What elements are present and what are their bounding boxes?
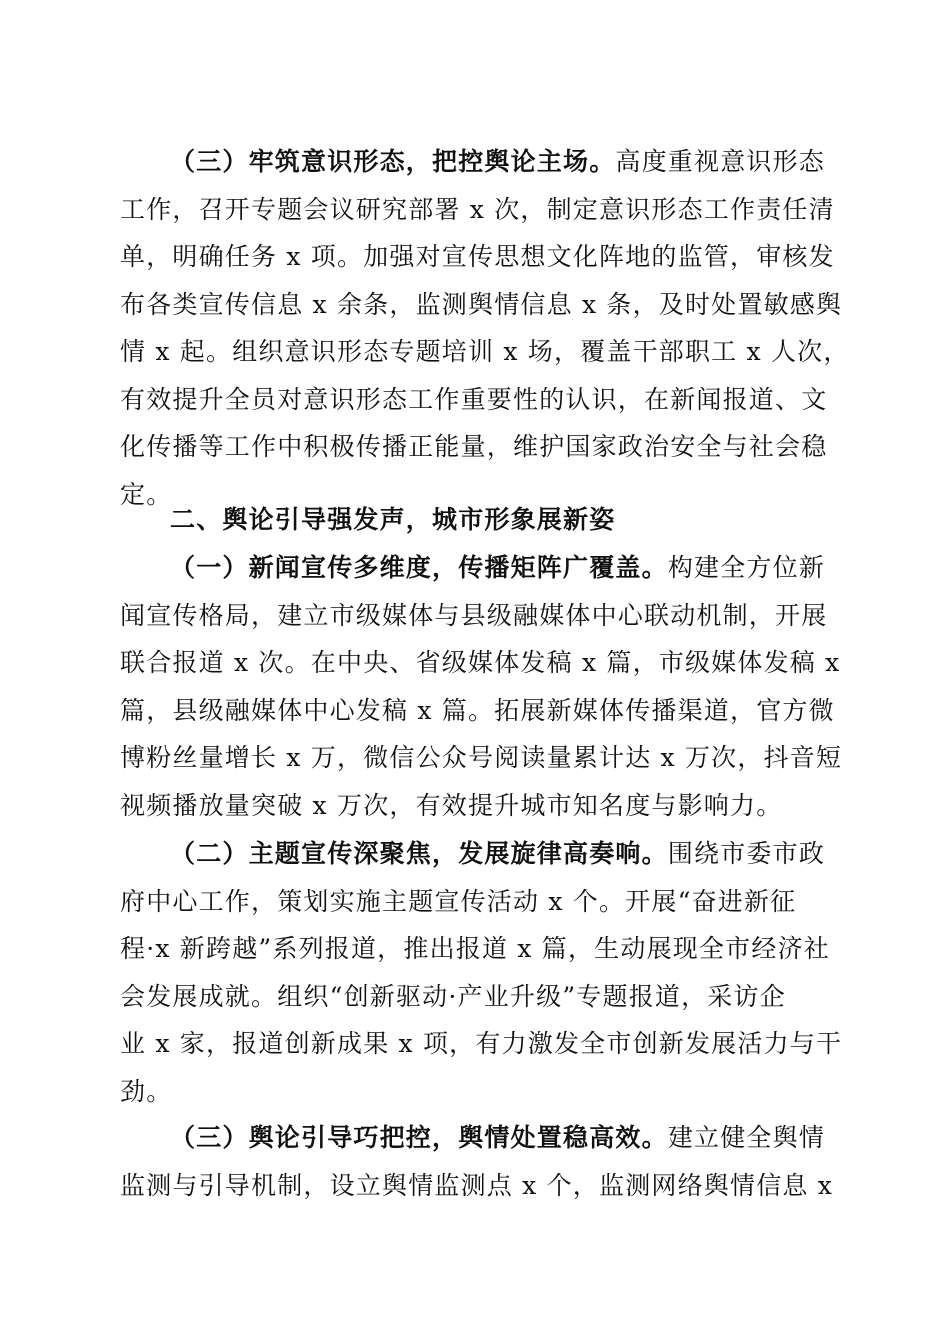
section-heading-block bbox=[120, 496, 830, 544]
paragraph-text: 建立健全舆情 bbox=[667, 1123, 826, 1152]
section-heading: 二、舆论引导强发声，城市形象展新姿 bbox=[170, 505, 616, 534]
paragraph-first-line bbox=[120, 138, 830, 186]
paragraph-line: 博粉丝量增长 x 万，微信公众号阅读量累计达 x 万次，抖音短 bbox=[120, 743, 843, 772]
paragraph-first-line bbox=[120, 544, 830, 592]
paragraph-line: 会发展成就。组织“创新驱动·产业升级”专题报道，采访企 bbox=[120, 981, 786, 1011]
paragraph-lead: （二）主题宣传深聚焦，发展旋律高奏响。 bbox=[170, 839, 668, 868]
paragraph-text: 构建全方位新 bbox=[667, 553, 826, 582]
paragraph-first-line bbox=[120, 1114, 830, 1162]
paragraph-line: 监测与引导机制，设立舆情监测点 x 个，监测网络舆情信息 x bbox=[120, 1170, 834, 1200]
paragraph-line: 单，明确任务 x 项。加强对宣传思想文化阵地的监管，审核发 bbox=[120, 242, 835, 271]
paragraph-first-line bbox=[120, 830, 830, 878]
paragraph-line: 工作，召开专题会议研究部署 x 次，制定意识形态工作责任清 bbox=[120, 194, 835, 224]
paragraph-line: 布各类宣传信息 x 余条，监测舆情信息 x 条，及时处置敏感舆 bbox=[120, 289, 843, 319]
paragraph-lead: （一）新闻宣传多维度，传播矩阵广覆盖。 bbox=[170, 553, 668, 582]
paragraph-line: 闻宣传格局，建立市级媒体与县级融媒体中心联动机制，开展 bbox=[120, 600, 828, 630]
paragraph-line: 程·x 新跨越”系列报道，推出报道 x 篇，生动展现全市经济社 bbox=[120, 934, 830, 963]
paragraph-line: 联合报道 x 次。在中央、省级媒体发稿 x 篇，市级媒体发稿 x bbox=[120, 648, 841, 677]
paragraph-line: 劲。 bbox=[120, 1076, 173, 1106]
paragraph-ideology bbox=[120, 138, 850, 518]
paragraph-line: 府中心工作，策划实施主题宣传活动 x 个。开展“奋进新征 bbox=[120, 886, 797, 916]
paragraph-line: 有效提升全员对意识形态工作重要性的认识，在新闻报道、文 bbox=[120, 384, 828, 414]
paragraph-text: 围绕市委市政 bbox=[667, 839, 826, 868]
paragraph-theme bbox=[120, 830, 843, 1115]
paragraph-line: 业 x 家，报道创新成果 x 项，有力激发全市创新发展活力与干 bbox=[120, 1029, 843, 1058]
paragraph-lead: （三）舆论引导巧把控，舆情处置稳高效。 bbox=[170, 1123, 668, 1152]
paragraph-line: 化传播等工作中积极传播正能量，维护国家政治安全与社会稳 bbox=[120, 432, 828, 461]
paragraph-text: 高度重视意识形态 bbox=[615, 147, 826, 176]
paragraph-line: 篇，县级融媒体中心发稿 x 篇。拓展新媒体传播渠道，官方微 bbox=[120, 695, 835, 725]
paragraph-line: 定。 bbox=[120, 479, 173, 509]
paragraph-news bbox=[120, 544, 843, 829]
paragraph-line: 情 x 起。组织意识形态专题培训 x 场，覆盖干部职工 x 人次， bbox=[120, 337, 850, 366]
paragraph-line: 视频播放量突破 x 万次，有效提升城市知名度与影响力。 bbox=[120, 790, 783, 820]
paragraph-opinion bbox=[120, 1114, 834, 1209]
paragraph-lead: （三）牢筑意识形态，把控舆论主场。 bbox=[170, 147, 616, 176]
